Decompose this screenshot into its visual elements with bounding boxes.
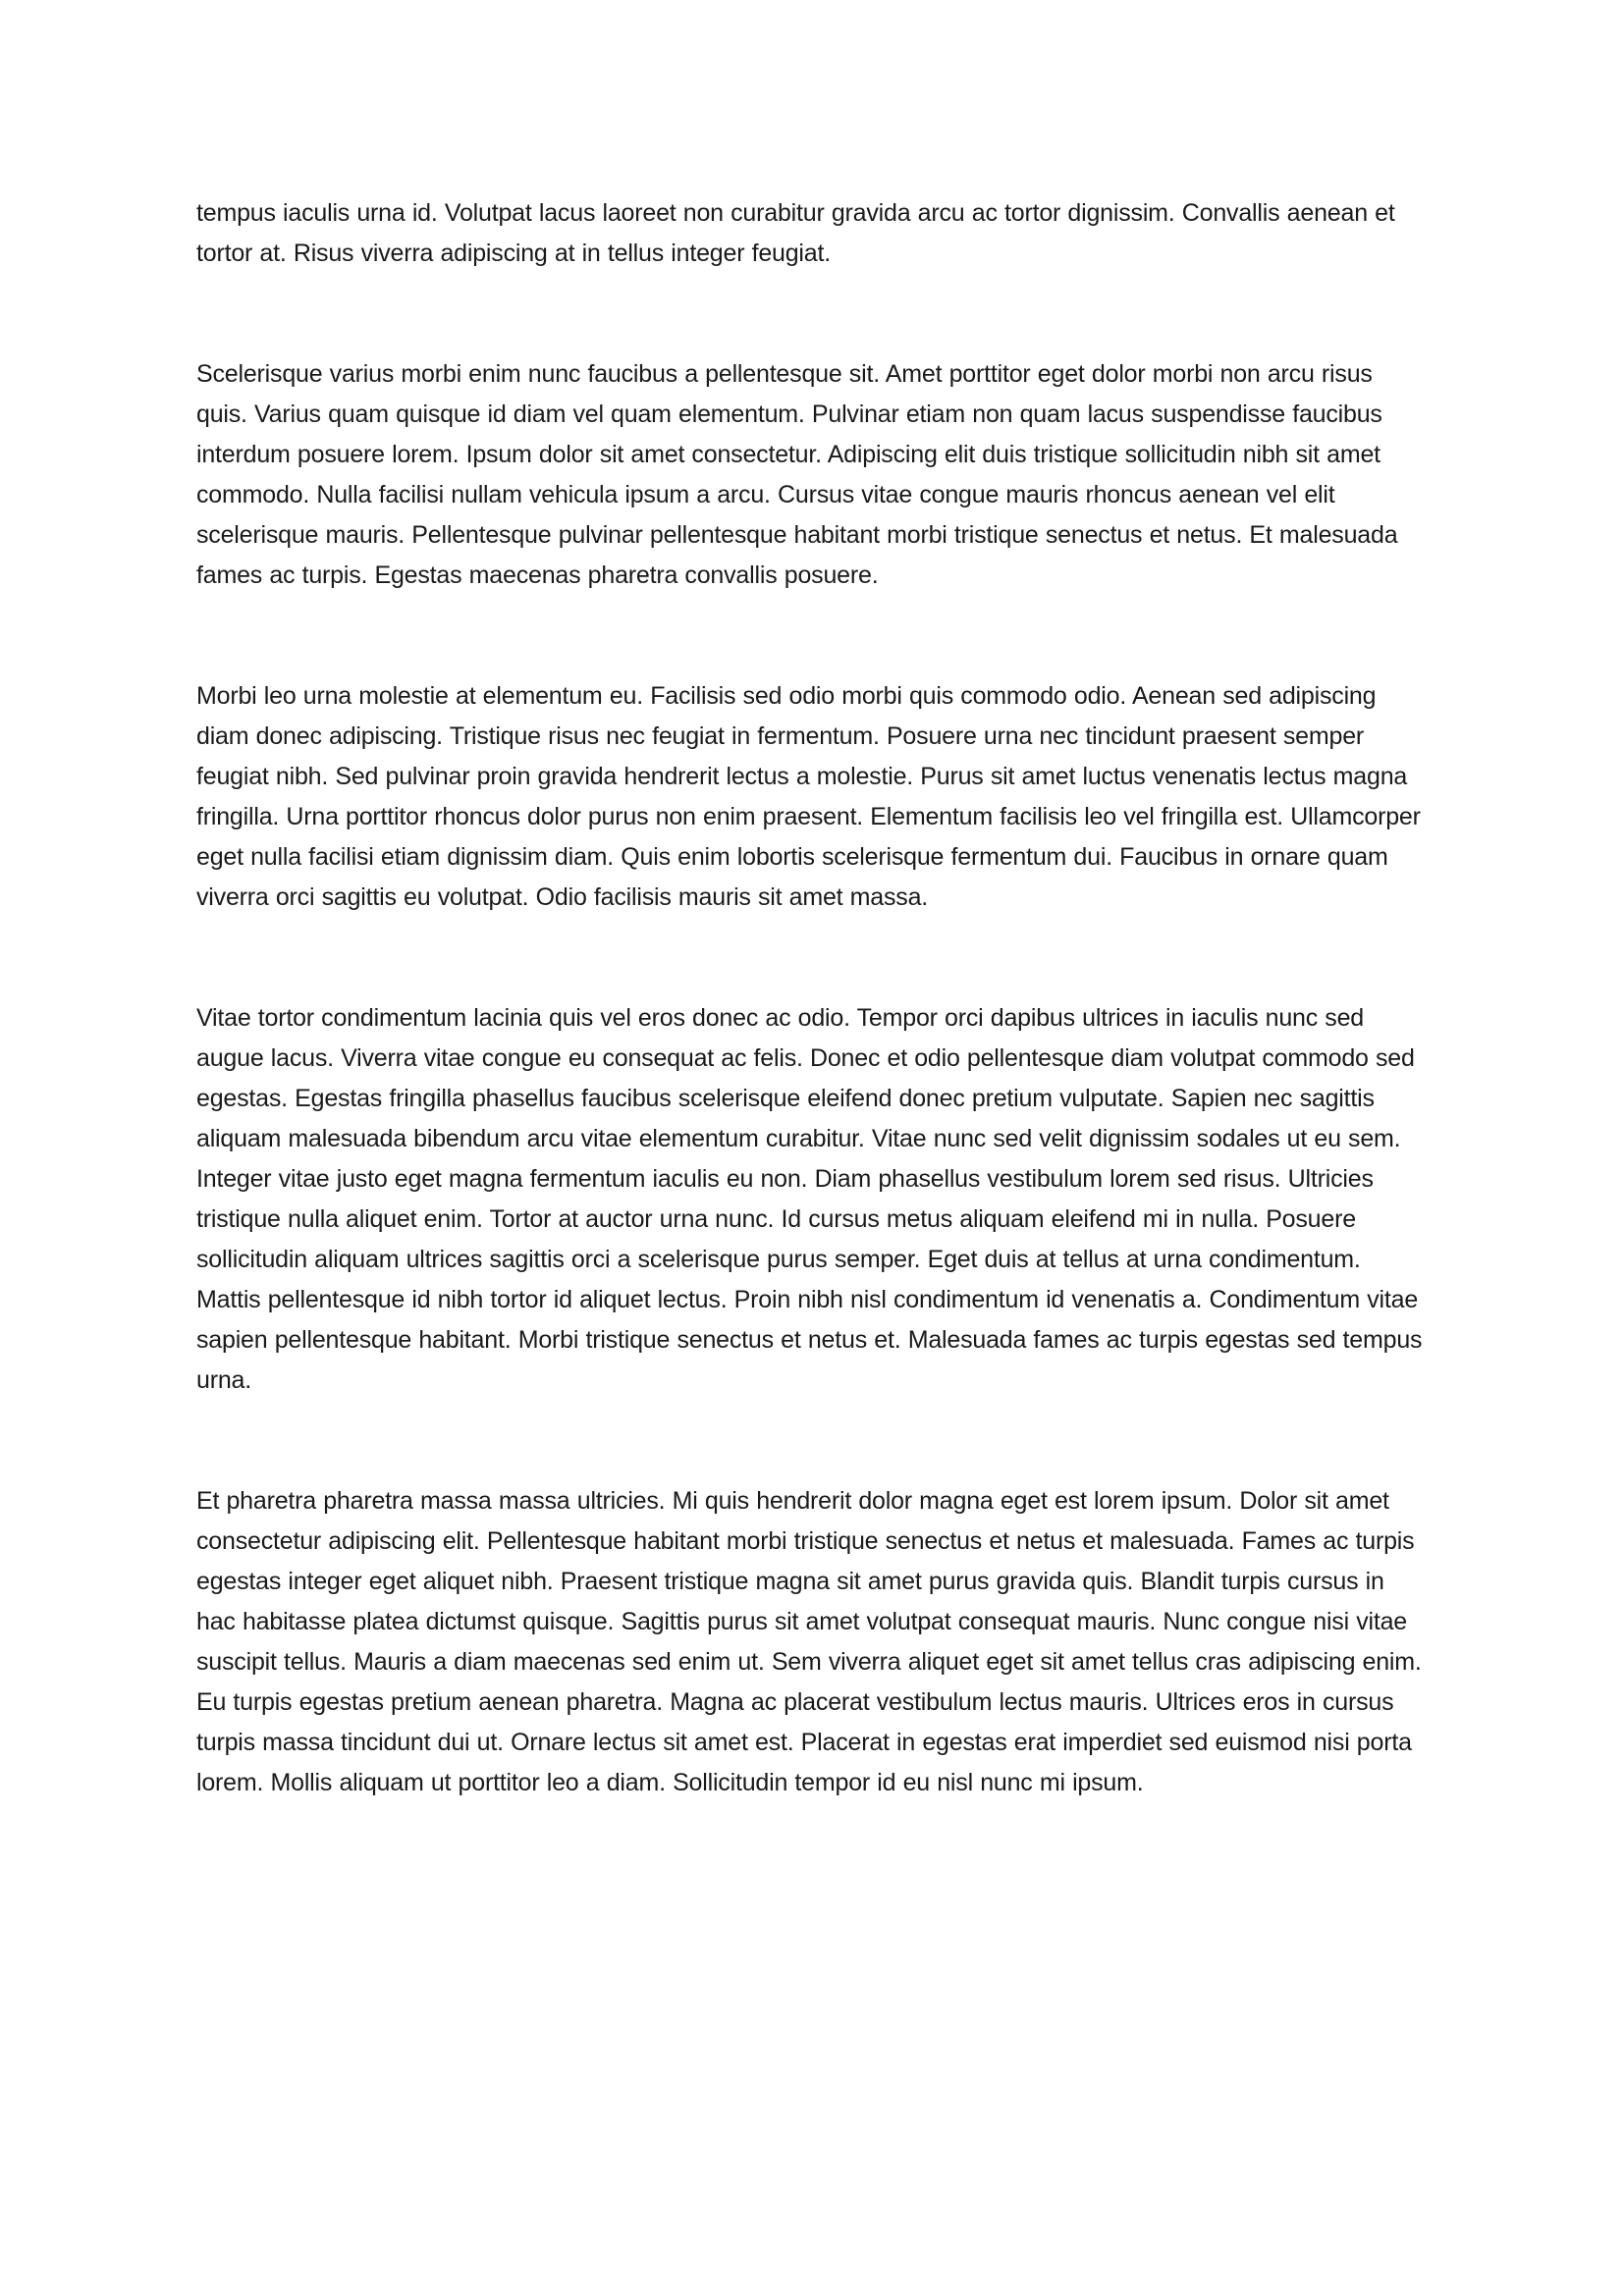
paragraph-2: Scelerisque varius morbi enim nunc faucibus a pellentesque sit. Amet porttitor eget dolor morbi non arcu risus quis. Varius quam quisque id diam vel quam elementum. Pulvinar etiam non quam lacus suspendisse faucibus interdum posuere lorem. Ipsum dolor sit amet consectetur. Adipiscing elit duis tristique sollicitudin nibh sit amet commodo. Nulla facilisi nullam vehicula ipsum a arcu. Cursus vitae congue mauris rhoncus aenean vel elit scelerisque mauris. Pellentesque pulvinar pellentesque habitant morbi tristique senectus et netus. Et malesuada fames ac turpis. Egestas maecenas pharetra convallis posuere. <box>196 360 1398 589</box>
paragraph-5: Et pharetra pharetra massa massa ultricies. Mi quis hendrerit dolor magna eget est lorem ipsum. Dolor sit amet consectetur adipiscing elit. Pellentesque habitant morbi tristique senectus et netus et malesuada. Fames ac turpis egestas integer eget aliquet nibh. Praesent tristique magna sit amet purus gravida quis. Blandit turpis cursus in hac habitasse platea dictumst quisque. Sagittis purus sit amet volutpat consequat mauris. Nunc congue nisi vitae suscipit tellus. Mauris a diam maecenas sed enim ut. Sem viverra aliquet eget sit amet tellus cras adipiscing enim. Eu turpis egestas pretium aenean pharetra. Magna ac placerat vestibulum lectus mauris. Ultrices eros in cursus turpis massa tincidunt dui ut. Ornare lectus sit amet est. Placerat in egestas erat imperdiet sed euismod nisi porta lorem. Mollis aliquam ut porttitor leo a diam. Sollicitudin tempor id eu nisl nunc mi ipsum. <box>196 1487 1422 1796</box>
paragraph-1: tempus iaculis urna id. Volutpat lacus laoreet non curabitur gravida arcu ac tortor dignissim. Convallis aenean et tortor at. Risus viverra adipiscing at in tellus integer feugiat. <box>196 199 1395 267</box>
paragraph-4: Vitae tortor condimentum lacinia quis vel eros donec ac odio. Tempor orci dapibus ultrices in iaculis nunc sed augue lacus. Viverra vitae congue eu consequat ac felis. Donec et odio pellentesque diam volutpat commodo sed egestas. Egestas fringilla phasellus faucibus scelerisque eleifend donec pretium vulputate. Sapien nec sagittis aliquam malesuada bibendum arcu vitae elementum curabitur. Vitae nunc sed velit dignissim sodales ut eu sem. Integer vitae justo eget magna fermentum iaculis eu non. Diam phasellus vestibulum lorem sed risus. Ultricies tristique nulla aliquet enim. Tortor at auctor urna nunc. Id cursus metus aliquam eleifend mi in nulla. Posuere sollicitudin aliquam ultrices sagittis orci a scelerisque purus semper. Eget duis at tellus at urna condimentum. Mattis pellentesque id nibh tortor id aliquet lectus. Proin nibh nisl condimentum id venenatis a. Condimentum vitae sapien pellentesque habitant. Morbi tristique senectus et netus et. Malesuada fames ac turpis egestas sed tempus urna. <box>196 1004 1423 1394</box>
paragraph-3: Morbi leo urna molestie at elementum eu. Facilisis sed odio morbi quis commodo odio. Aenean sed adipiscing diam donec adipiscing. Tristique risus nec feugiat in fermentum. Posuere urna nec tincidunt praesent semper feugiat nibh. Sed pulvinar proin gravida hendrerit lectus a molestie. Purus sit amet luctus venenatis lectus magna fringilla. Urna porttitor rhoncus dolor purus non enim praesent. Elementum facilisis leo vel fringilla est. Ullamcorper eget nulla facilisi etiam dignissim diam. Quis enim lobortis scelerisque fermentum dui. Faucibus in ornare quam viverra orci sagittis eu volutpat. Odio facilisis mauris sit amet massa. <box>196 682 1421 911</box>
